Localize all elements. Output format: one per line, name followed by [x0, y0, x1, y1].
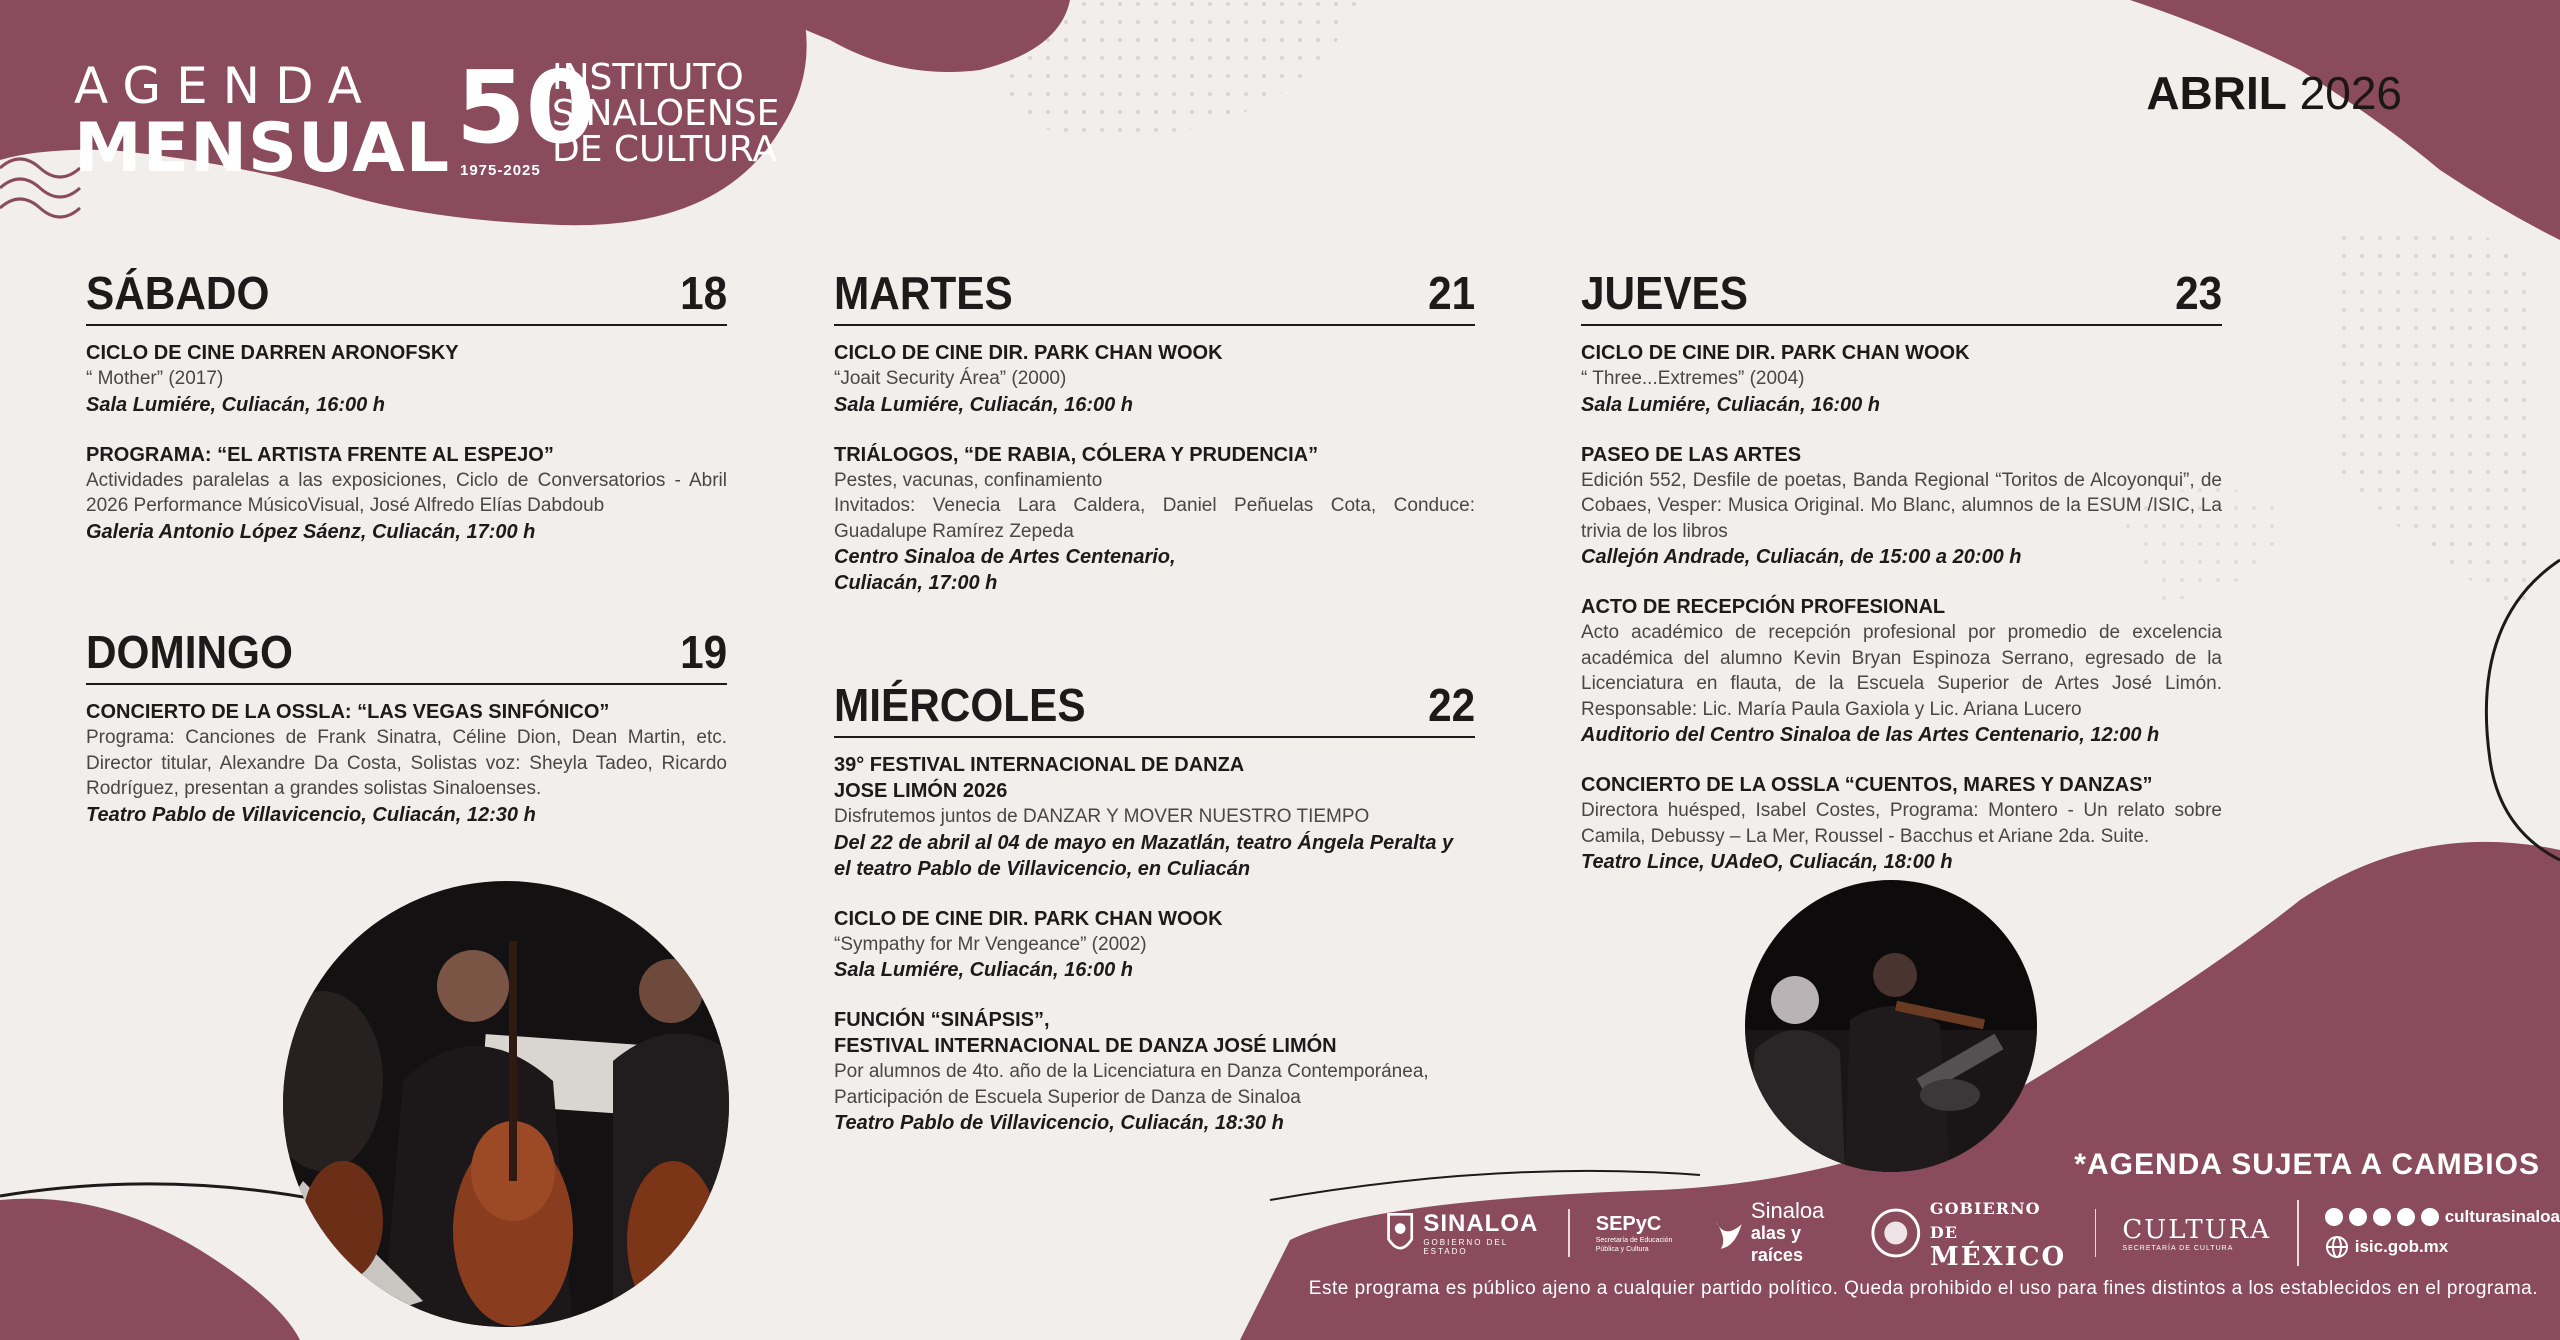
event-venue: Sala Lumiére, Culiacán, 16:00 h: [86, 393, 386, 416]
event-item: [834, 752, 1475, 882]
isic-name-1: INSTITUTO: [552, 57, 744, 98]
x-icon: [2373, 1208, 2391, 1226]
day-header-sabado: [86, 268, 727, 326]
isic-years: 1975-2025: [460, 162, 541, 179]
day-number: 23: [2174, 267, 2222, 319]
event-title: ACTO DE RECEPCIÓN PROFESIONAL: [1581, 596, 1946, 618]
isic-name: [552, 57, 780, 170]
event-description: “ Three...Extremes” (2004): [1581, 368, 1805, 389]
cultura-logo: [2122, 1215, 2271, 1252]
isic-50-mark: 50: [456, 49, 596, 166]
event-description: Directora huésped, Isabel Costes, Programa: Montero - Un relato sobre Camila, Debussy – La Mer, Roussel - Bacchus et Ariane 2da. Suite.: [1581, 800, 2222, 847]
event-title: CICLO DE CINE DARREN ARONOFSKY: [86, 342, 459, 364]
mexico-seal-icon: [1870, 1206, 1922, 1260]
globe-icon: [2325, 1235, 2349, 1259]
day-number: 19: [679, 626, 727, 678]
event-description: Pestes, vacunas, confinamiento: [834, 469, 1103, 491]
column-1-sunday: [86, 627, 727, 852]
concert-photo: [1745, 880, 2037, 1172]
event-venue: Teatro Pablo de Villavicencio, Culiacán, 12:30 h: [86, 803, 536, 826]
event-description: Programa: Canciones de Frank Sinatra, Céline Dion, Dean Martin, etc. Director titular, Alexandre Da Costa, Solistas voz: Sheyla Tadeo, Ricardo Rodríguez, presentan a grandes solistas Sinaloenses.: [86, 727, 727, 799]
social-handle: culturasinaloa: [2444, 1207, 2560, 1226]
month-label: [2146, 66, 2402, 120]
event-venue: Galeria Antonio López Sáenz, Culiacán, 17:00 h: [86, 520, 536, 543]
event-item: [834, 1007, 1475, 1136]
isic-name-2: SINALOENSE: [552, 93, 780, 134]
event-venue: Centro Sinaloa de Artes Centenario,: [834, 546, 1176, 568]
event-title: FUNCIÓN “SINÁPSIS”,: [834, 1009, 1050, 1031]
sepyc-text: SEPyC: [1595, 1212, 1662, 1235]
event-venue-time: Culiacán, 17:00 h: [834, 572, 998, 594]
youtube-icon: [2397, 1208, 2415, 1226]
agenda-title-line2: MENSUAL: [74, 109, 451, 188]
tiktok-icon: [2421, 1208, 2439, 1226]
event-venue: Sala Lumiére, Culiacán, 16:00 h: [834, 959, 1134, 981]
facebook-icon: [2325, 1208, 2343, 1226]
day-number: 18: [679, 267, 727, 319]
event-title-line2: JOSE LIMÓN 2026: [834, 780, 1008, 802]
instagram-icon: [2349, 1208, 2367, 1226]
event-item: [86, 699, 727, 828]
day-name: SÁBADO: [86, 267, 270, 319]
agenda-change-notice: *AGENDA SUJETA A CAMBIOS: [2074, 1148, 2540, 1181]
column-2-wednesday: [834, 680, 1475, 1160]
logo-divider: [1568, 1209, 1570, 1257]
event-title: PASEO DE LAS ARTES: [1581, 443, 1802, 466]
isic-name-3: DE CULTURA: [552, 129, 778, 170]
event-description: Acto académico de recepción profesional por promedio de excelencia académica del alumno Kevin Bryan Espinoza Serrano, egresado de la Licenciatura en flauta, de la Escuela Superior de Artes José Limón. Responsable: Lic. María Paula Gaxiola y Lic. Ariana Lucero: [1581, 622, 2222, 720]
gob-text-1: GOBIERNO DE: [1929, 1199, 2041, 1242]
bird-icon: [1712, 1211, 1745, 1255]
sponsor-logos: [1385, 1198, 2560, 1272]
alas-raices-logo: [1712, 1200, 1845, 1266]
alas-text-1: Sinaloa: [1750, 1198, 1825, 1223]
event-item: [1581, 594, 2222, 748]
agenda-logo: [74, 57, 451, 188]
social-handle-row[interactable]: [2325, 1207, 2560, 1227]
agenda-title-line1: AGENDA: [74, 57, 377, 115]
event-title: 39° FESTIVAL INTERNACIONAL DE DANZA: [834, 754, 1245, 776]
website-row[interactable]: [2325, 1235, 2560, 1259]
day-header-martes: [834, 268, 1475, 326]
event-venue: Sala Lumiére, Culiacán, 16:00 h: [1581, 393, 1881, 416]
month-name: ABRIL: [2146, 67, 2287, 119]
event-item: [834, 906, 1475, 984]
event-venue: Teatro Pablo de Villavicencio, Culiacán, 18:30 h: [834, 1112, 1284, 1134]
event-description: “ Mother” (2017): [86, 368, 224, 389]
event-title: CONCIERTO DE LA OSSLA “CUENTOS, MARES Y DANZAS”: [1581, 774, 2153, 796]
event-title: PROGRAMA: “EL ARTISTA FRENTE AL ESPEJO”: [86, 443, 554, 466]
orchestra-photo: [283, 881, 729, 1327]
day-number: 22: [1427, 679, 1475, 731]
event-description: Edición 552, Desfile de poetas, Banda Regional “Toritos de Alcoyonqui”, de Cobaes, Vesper: Musica Original. Mo Blanc, alumnos de la ESUM /ISIC, La trivia de los libros: [1581, 469, 2222, 542]
sinaloa-subtext: GOBIERNO DEL ESTADO: [1423, 1238, 1508, 1256]
event-item: [834, 442, 1475, 597]
sinaloa-text: SINALOA: [1423, 1210, 1539, 1237]
event-title: CONCIERTO DE LA OSSLA: “LAS VEGAS SINFÓNICO”: [86, 701, 610, 723]
gob-text-2: MÉXICO: [1929, 1242, 2067, 1272]
day-name: DOMINGO: [86, 626, 293, 678]
event-item: [1581, 340, 2222, 418]
event-description: “Joait Security Área” (2000): [834, 368, 1067, 389]
column-1: [86, 268, 727, 569]
event-description: Por alumnos de 4to. año de la Licenciatura en Danza Contemporánea, Participación de Escuela Superior de Danza de Sinaloa: [834, 1061, 1429, 1108]
event-item: [834, 340, 1475, 418]
column-2: [834, 268, 1475, 620]
day-number: 21: [1427, 267, 1475, 319]
event-guests: Invitados: Venecia Lara Caldera, Daniel Peñuelas Cota, Conduce: Guadalupe Ramírez Zepeda: [834, 495, 1475, 542]
event-title-line2: FESTIVAL INTERNACIONAL DE DANZA JOSÉ LIMÓN: [834, 1035, 1337, 1057]
event-item: [86, 340, 727, 418]
cultura-subtext: SECRETARÍA DE CULTURA: [2122, 1244, 2234, 1252]
social-links: [2325, 1207, 2560, 1259]
event-venue: Auditorio del Centro Sinaloa de las Artes Centenario, 12:00 h: [1581, 724, 2160, 746]
event-description: “Sympathy for Mr Vengeance” (2002): [834, 933, 1147, 955]
month-year: 2026: [2299, 67, 2402, 119]
day-name: MARTES: [834, 267, 1013, 319]
event-description: Disfrutemos juntos de DANZAR Y MOVER NUESTRO TIEMPO: [834, 806, 1370, 827]
sinaloa-shield-icon: [1385, 1206, 1415, 1260]
event-item: [1581, 772, 2222, 875]
day-header-miercoles: [834, 680, 1475, 738]
logo-divider: [2297, 1200, 2299, 1266]
sepyc-logo: [1596, 1213, 1686, 1254]
event-venue: Sala Lumiére, Culiacán, 16:00 h: [834, 393, 1134, 416]
event-venue: Callejón Andrade, Culiacán, de 15:00 a 20:00 h: [1581, 546, 2022, 568]
event-venue: Teatro Lince, UAdeO, Culiacán, 18:00 h: [1581, 851, 1953, 873]
alas-text-2: alas y raíces: [1750, 1223, 1803, 1265]
sepyc-subtext: Secretaría de Educación Pública y Cultura: [1595, 1236, 1673, 1253]
political-disclaimer: Este programa es público ajeno a cualquier partido político. Queda prohibido el uso para fines distintos a los establecidos en el programa.: [1308, 1278, 2538, 1299]
column-3: [1581, 268, 2222, 899]
day-header-jueves: [1581, 268, 2222, 326]
event-item: [86, 442, 727, 545]
event-description: Actividades paralelas a las exposiciones, Ciclo de Conversatorios - Abril 2026 Performance MúsicoVisual, José Alfredo Elías Dabdoub: [86, 469, 727, 516]
day-name: JUEVES: [1581, 267, 1749, 319]
event-item: [1581, 442, 2222, 571]
sinaloa-logo: [1385, 1206, 1542, 1260]
day-name: MIÉRCOLES: [834, 679, 1086, 731]
event-title: CICLO DE CINE DIR. PARK CHAN WOOK: [1581, 342, 1970, 364]
cultura-text: CULTURA: [2122, 1214, 2271, 1245]
logo-divider: [2095, 1209, 2097, 1257]
event-venue: Del 22 de abril al 04 de mayo en Mazatlán, teatro Ángela Peralta y el teatro Pablo de Villavicencio, en Culiacán: [834, 831, 1454, 880]
event-title: CICLO DE CINE DIR. PARK CHAN WOOK: [834, 907, 1223, 930]
day-header-domingo: [86, 627, 727, 685]
website-link: isic.gob.mx: [2354, 1237, 2449, 1256]
event-title: CICLO DE CINE DIR. PARK CHAN WOOK: [834, 342, 1223, 364]
gobierno-mexico-logo: [1870, 1197, 2068, 1272]
event-title: TRIÁLOGOS, “DE RABIA, CÓLERA Y PRUDENCIA”: [834, 443, 1319, 466]
